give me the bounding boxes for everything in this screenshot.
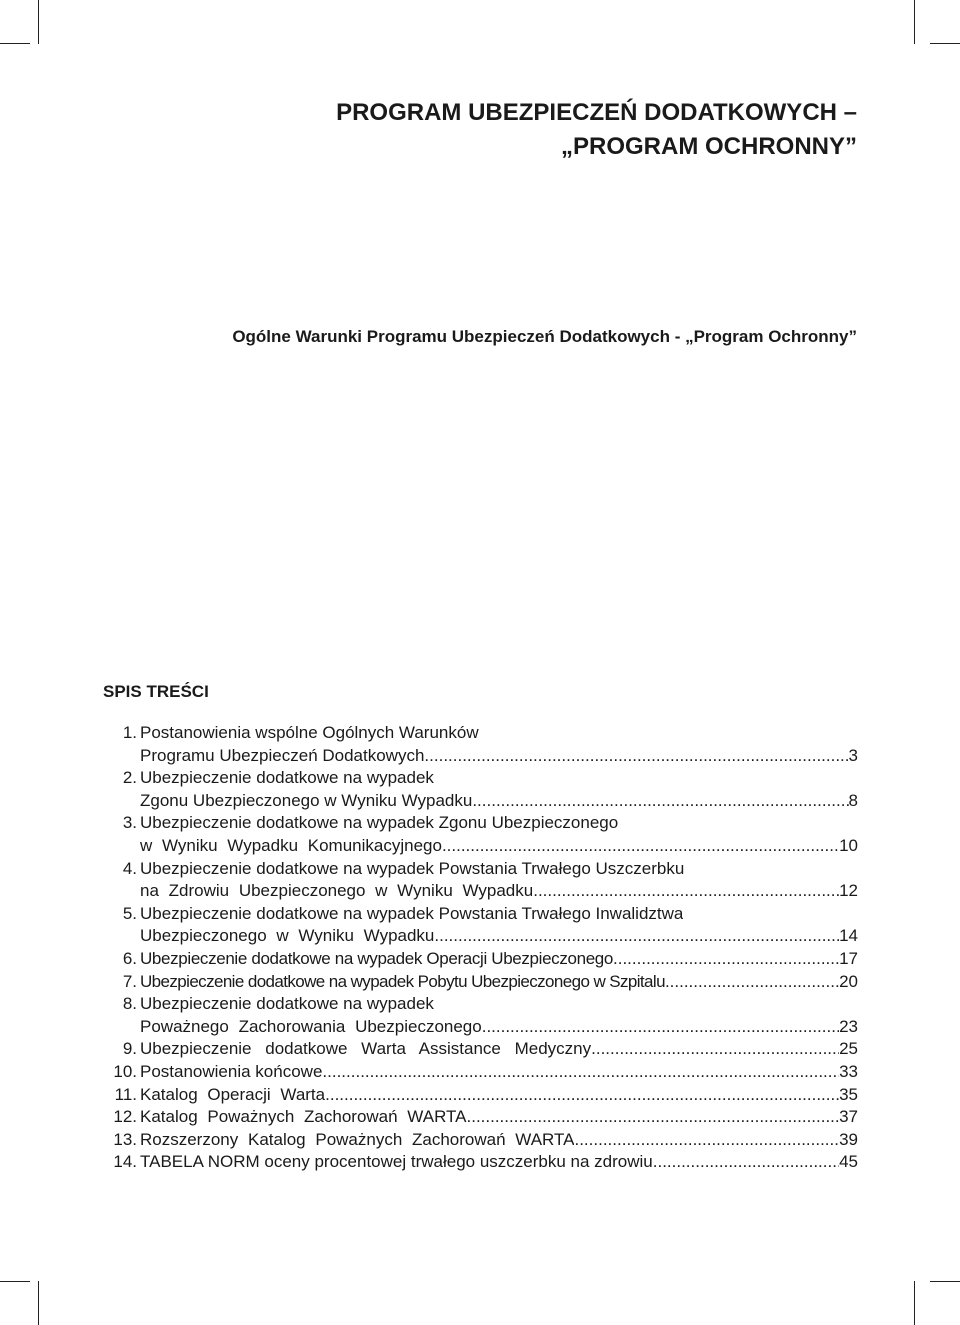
crop-mark — [930, 43, 960, 44]
toc-entry-7[interactable] — [103, 971, 858, 994]
crop-mark — [914, 0, 915, 44]
toc-page-number: 12 — [839, 881, 858, 901]
toc-number: 10. — [113, 1061, 137, 1081]
toc-number: 7. — [122, 971, 137, 991]
dot-leader — [322, 1061, 839, 1084]
toc-title-line: Katalog Poważnych Zachorowań WARTA — [140, 1107, 467, 1127]
toc-number: 6. — [122, 948, 137, 968]
toc-number: 13. — [113, 1129, 137, 1149]
toc-title-line: Ubezpieczenie dodatkowe na wypadek — [140, 994, 434, 1014]
toc-page-number: 10 — [839, 835, 858, 855]
toc-number: 1. — [122, 723, 137, 742]
toc-title-line: Ubezpieczenie dodatkowe na wypadek Powstania Trwałego Uszczerbku — [140, 858, 685, 878]
toc-page-number: 23 — [839, 1016, 858, 1036]
toc-entry-9[interactable] — [103, 1038, 858, 1061]
toc-entry-14[interactable] — [103, 1151, 858, 1174]
toc-title-line: na Zdrowiu Ubezpieczonego w Wyniku Wypadku — [140, 881, 534, 901]
dot-leader — [472, 790, 848, 813]
title-line-2: „PROGRAM OCHRONNY” — [560, 133, 857, 160]
toc-title-line: Programu Ubezpieczeń Dodatkowych — [140, 745, 425, 765]
toc-heading: SPIS TREŚCI — [103, 682, 209, 701]
toc-title-line: TABELA NORM oceny procentowej trwałego uszczerbku na zdrowiu — [140, 1152, 653, 1172]
dot-leader — [482, 1016, 839, 1039]
toc-title-line: Ubezpieczonego w Wyniku Wypadku — [140, 926, 435, 946]
toc-page-number: 14 — [839, 926, 858, 946]
dot-leader — [665, 971, 839, 994]
toc-page-number: 8 — [848, 790, 858, 810]
toc-number: 9. — [122, 1039, 137, 1059]
toc-entry-10[interactable] — [103, 1061, 858, 1084]
toc-page-number: 35 — [839, 1084, 858, 1104]
dot-leader — [613, 948, 839, 971]
toc-page-number: 25 — [839, 1039, 858, 1059]
toc-entry-13[interactable] — [103, 1129, 858, 1152]
toc-number: 2. — [122, 768, 137, 788]
title-line-1: PROGRAM UBEZPIECZEŃ DODATKOWYCH – — [336, 99, 857, 126]
toc-number: 5. — [122, 903, 137, 923]
toc-page-number: 17 — [839, 948, 858, 968]
toc-title-line: Postanowienia wspólne Ogólnych Warunków — [140, 723, 479, 742]
toc-page-number: 20 — [839, 971, 858, 991]
toc-entry-4[interactable] — [103, 858, 858, 903]
toc-entry-12[interactable] — [103, 1106, 858, 1129]
dot-leader — [325, 1084, 839, 1107]
toc-entry-3[interactable] — [103, 812, 858, 857]
toc-entry-2[interactable] — [103, 767, 858, 812]
dot-leader — [442, 835, 839, 858]
toc-page-number: 3 — [848, 745, 858, 765]
toc-title-line: Ubezpieczenie dodatkowe na wypadek Powstania Trwałego Inwalidztwa — [140, 903, 684, 923]
toc-title-line: Zgonu Ubezpieczonego w Wyniku Wypadku — [140, 790, 473, 810]
toc-page-number: 39 — [839, 1129, 858, 1149]
crop-mark — [0, 43, 30, 44]
crop-mark — [38, 0, 39, 44]
toc-entry-11[interactable] — [103, 1084, 858, 1107]
toc-title-line: Ubezpieczenie dodatkowe na wypadek Pobytu Ubezpieczonego w Szpitalu — [140, 971, 665, 991]
toc-number: 14. — [113, 1152, 137, 1172]
toc-page-number: 33 — [839, 1061, 858, 1081]
toc-title-line: Ubezpieczenie dodatkowe Warta Assistance Medyczny — [140, 1039, 592, 1059]
toc-title-line: Poważnego Zachorowania Ubezpieczonego — [140, 1016, 482, 1036]
document-title — [217, 96, 857, 164]
dot-leader — [574, 1129, 839, 1152]
toc-number: 8. — [122, 994, 137, 1014]
toc-title-line: Ubezpieczenie dodatkowe na wypadek Operacji Ubezpieczonego — [140, 948, 614, 968]
toc-title-line: w Wyniku Wypadku Komunikacyjnego — [140, 835, 442, 855]
dot-leader — [591, 1038, 839, 1061]
toc-entry-6[interactable] — [103, 948, 858, 971]
crop-mark — [38, 1281, 39, 1325]
toc-number: 11. — [114, 1084, 137, 1104]
toc-entry-8[interactable] — [103, 993, 858, 1038]
toc-number: 3. — [122, 813, 137, 833]
toc-title-line: Katalog Operacji Warta — [140, 1084, 326, 1104]
crop-mark — [0, 1281, 30, 1282]
dot-leader — [467, 1106, 840, 1129]
toc-page-number: 37 — [839, 1107, 858, 1127]
toc-number: 4. — [122, 858, 137, 878]
toc-entry-5[interactable] — [103, 903, 858, 948]
table-of-contents — [103, 722, 858, 1174]
dot-leader — [653, 1151, 839, 1174]
dot-leader — [424, 745, 848, 768]
crop-mark — [914, 1281, 915, 1325]
toc-entry-1[interactable] — [103, 722, 858, 767]
toc-title-line: Ubezpieczenie dodatkowe na wypadek — [140, 768, 434, 788]
dot-leader — [533, 880, 839, 903]
toc-number: 12. — [113, 1107, 137, 1127]
toc-title-line: Postanowienia końcowe — [140, 1061, 323, 1081]
toc-title-line: Ubezpieczenie dodatkowe na wypadek Zgonu Ubezpieczonego — [140, 813, 619, 833]
toc-page-number: 45 — [839, 1152, 858, 1172]
toc-title-line: Rozszerzony Katalog Poważnych Zachorowań WARTA — [140, 1129, 575, 1149]
document-subtitle: Ogólne Warunki Programu Ubezpieczeń Dodatkowych - „Program Ochronny” — [232, 327, 857, 346]
crop-mark — [930, 1281, 960, 1282]
dot-leader — [434, 925, 839, 948]
